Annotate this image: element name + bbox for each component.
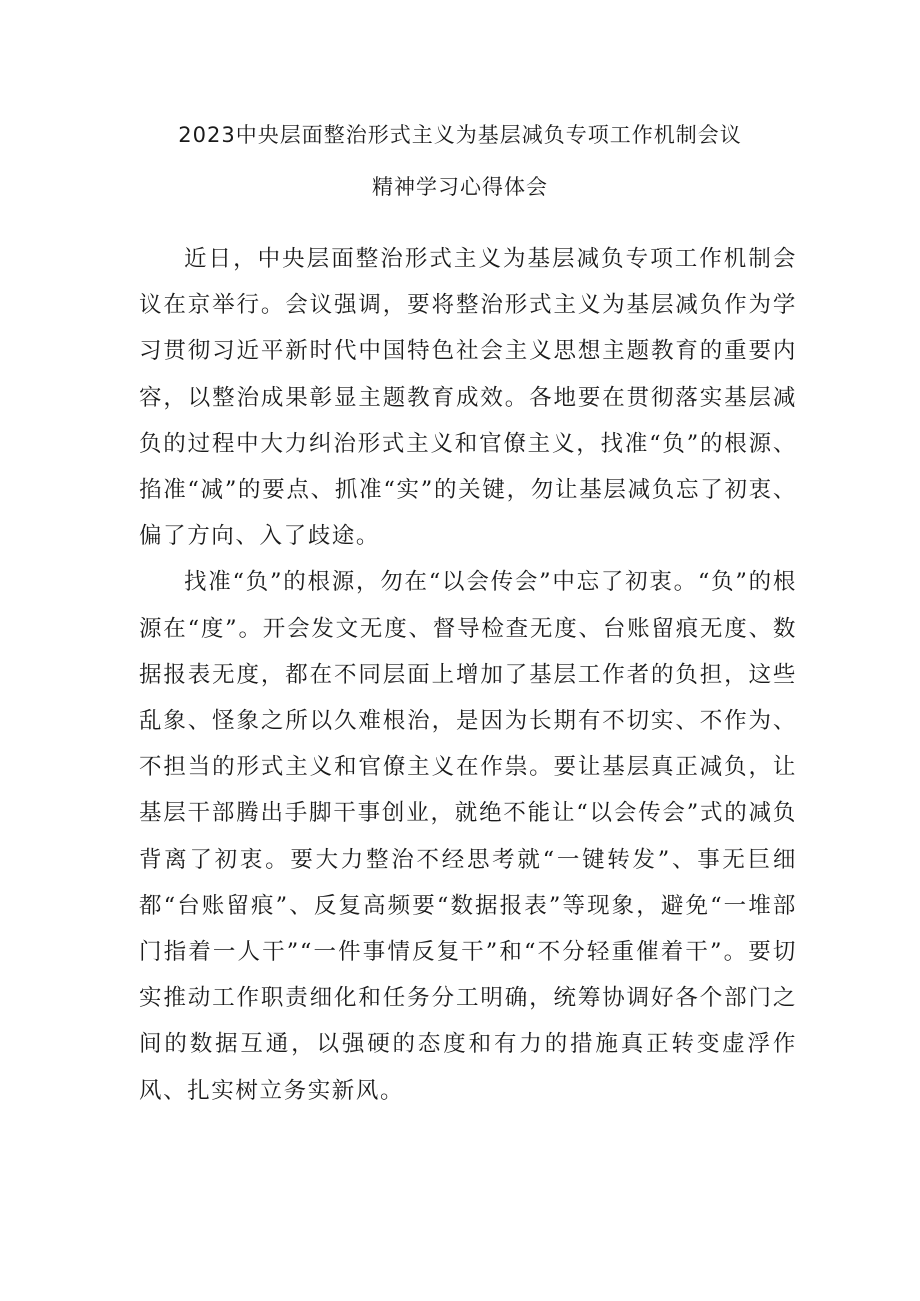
document-title-line-2: 精神学习心得体会 <box>372 175 548 199</box>
document-body <box>139 236 797 1114</box>
paragraph-2: 找准“负”的根源，勿在“以会传会”中忘了初衷。“负”的根源在“度”。开会发文无度、督导检查无度、台账留痕无度、数据报表无度，都在不同层面上增加了基层工作者的负担，这些乱象、怪象之所以久难根治，是因为长期有不切实、不作为、不担当的形式主义和官僚主义在作祟。要让基层真正减负，让基层干部腾出手脚干事创业，就绝不能让“以会传会”式的减负背离了初衷。要大力整治不经思考就“一键转发”、事无巨细都“台账留痕”、反复高频要“数据报表”等现象，避免“一堆部门指着一人干”“一件事情反复干”和“不分轻重催着干”。要切实推动工作职责细化和任务分工明确，统筹协调好各个部门之间的数据互通，以强硬的态度和有力的措施真正转变虚浮作风、扎实树立务实新风。 <box>139 569 797 1104</box>
paragraph-1: 近日，中央层面整治形式主义为基层减负专项工作机制会议在京举行。会议强调，要将整治形式主义为基层减负作为学习贯彻习近平新时代中国特色社会主义思想主题教育的重要内容，以整治成果彰显主题教育成效。各地要在贯彻落实基层减负的过程中大力纠治形式主义和官僚主义，找准“负”的根源、掐准“减”的要点、抓准“实”的关键，勿让基层减负忘了初衷、偏了方向、入了歧途。 <box>139 246 797 550</box>
document-title-line-1: 2023中央层面整治形式主义为基层减负专项工作机制会议 <box>178 123 742 147</box>
